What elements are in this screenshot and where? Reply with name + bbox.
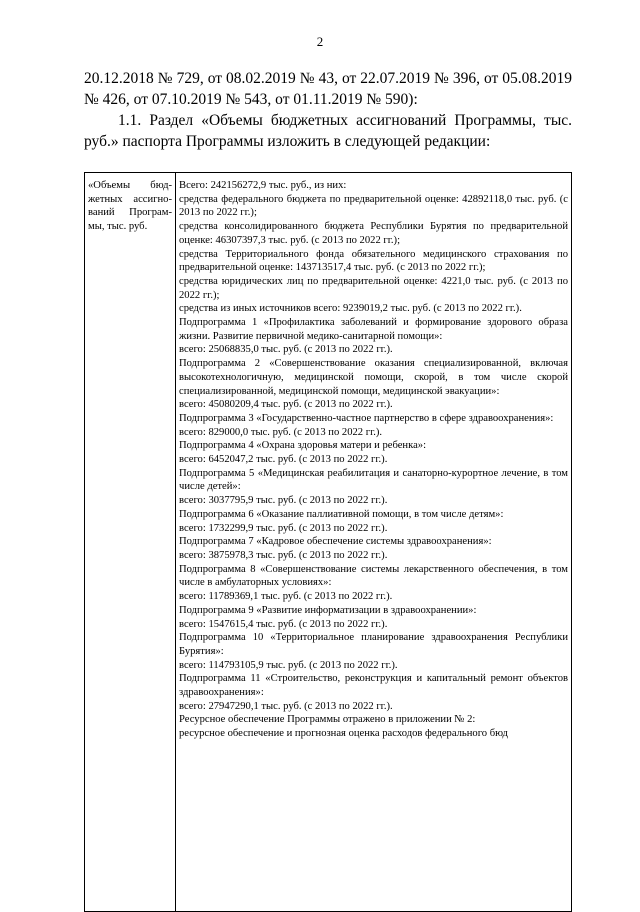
table-row	[85, 173, 572, 912]
table-line: средства из иных источников всего: 9239019,2 тыс. руб. (с 2013 по 2022 гг.).	[179, 303, 522, 315]
table-label-cell: «Объемы бюджетных ассигнований Программы, тыс. руб.	[85, 173, 176, 912]
table-line: всего: 25068835,0 тыс. руб. (с 2013 по 2022 гг.).	[179, 344, 393, 356]
intro-text	[84, 68, 572, 152]
table-line: Подпрограмма 6 «Оказание паллиативной помощи, в том числе детям»:	[179, 508, 504, 520]
page-number: 2	[316, 34, 324, 49]
table-line: Подпрограмма 10 «Территориальное планирование здравоохранения Республики Бурятия»:	[179, 632, 568, 657]
table-line: Всего: 242156272,9 тыс. руб., из них:	[179, 180, 347, 191]
table-line: всего: 1547615,4 тыс. руб. (с 2013 по 2022 гг.).	[179, 618, 388, 630]
table-line: Подпрограмма 7 «Кадровое обеспечение системы здравоохранения»:	[179, 536, 492, 548]
table-line: Ресурсное обеспечение Программы отражено в приложении № 2:	[179, 714, 476, 726]
table-line: всего: 6452047,2 тыс. руб. (с 2013 по 2022 гг.).	[179, 454, 388, 466]
table-line: Подпрограмма 3 «Государственно-частное партнерство в сфере здравоохранения»:	[179, 412, 554, 424]
table-line: ресурсное обеспечение и прогнозная оценка расходов федерального бюд	[179, 728, 508, 740]
table-content-cell	[176, 173, 572, 912]
table-line: всего: 3037795,9 тыс. руб. (с 2013 по 2022 гг.).	[179, 495, 388, 507]
program-budget-table	[84, 172, 572, 912]
table-line: средства юридических лиц по предварительной оценке: 4221,0 тыс. руб. (с 2013 по 2022 гг.);	[179, 275, 568, 301]
table-line: Подпрограмма 8 «Совершенствование системы лекарственного обеспечения, в том числе в амбулаторных условиях»:	[179, 563, 568, 589]
table-line: Подпрограмма 2 «Совершенствование оказания специализированной, включая высокотехнологичную, медицинской помощи, скорой, в том числе скорой специализированной, медицинской помощи, медицинской эвакуации»:	[179, 358, 568, 397]
table-line: Подпрограмма 11 «Строительство, реконструкция и капитальный ремонт объектов здравоохранения»:	[179, 673, 568, 699]
table-line: всего: 45080209,4 тыс. руб. (с 2013 по 2022 гг.).	[179, 399, 393, 411]
table-line: всего: 829000,0 тыс. руб. (с 2013 по 2022 гг.).	[179, 426, 383, 438]
table-line: всего: 3875978,3 тыс. руб. (с 2013 по 2022 гг.).	[179, 549, 388, 561]
table-line: всего: 1732299,9 тыс. руб. (с 2013 по 2022 гг.).	[179, 522, 388, 534]
table-line: Подпрограмма 9 «Развитие информатизации в здравоохранении»:	[179, 604, 477, 616]
intro-paragraph-1: 20.12.2018 № 729, от 08.02.2019 № 43, от 22.07.2019 № 396, от 05.08.2019 № 426, от 07.10.2019 № 543, от 01.11.2019 № 590):	[84, 70, 572, 108]
table-line: всего: 114793105,9 тыс. руб. (с 2013 по 2022 гг.).	[179, 659, 398, 671]
table-line: всего: 11789369,1 тыс. руб. (с 2013 по 2022 гг.).	[179, 591, 393, 603]
table-line: Подпрограмма 4 «Охрана здоровья матери и ребенка»:	[179, 440, 427, 452]
table-line: Подпрограмма 1 «Профилактика заболеваний и формирование здорового образа жизни. Развитие первичной медико-санитарной помощи»:	[179, 317, 568, 342]
table-line: всего: 27947290,1 тыс. руб. (с 2013 по 2022 гг.).	[179, 700, 393, 712]
table-line: средства Территориального фонда обязательного медицинского страхования по предварительной оценке: 143713517,4 тыс. руб. (с 2013 по 2022 гг.);	[179, 248, 568, 274]
intro-paragraph-2: 1.1. Раздел «Объемы бюджетных ассигнований Программы, тыс. руб.» паспорта Программы изложить в следующей редакции:	[84, 112, 572, 150]
table-line: Подпрограмма 5 «Медицинская реабилитация и санаторно-курортное лечение, в том числе детей»:	[179, 467, 568, 493]
table-line: средства консолидированного бюджета Республики Бурятия по предварительной оценке: 46307397,3 тыс. руб. (с 2013 по 2022 гг.);	[179, 221, 568, 246]
table-line: средства федерального бюджета по предварительной оценке: 42892118,0 тыс. руб. (с 2013 по 2022 гг.);	[179, 193, 568, 219]
